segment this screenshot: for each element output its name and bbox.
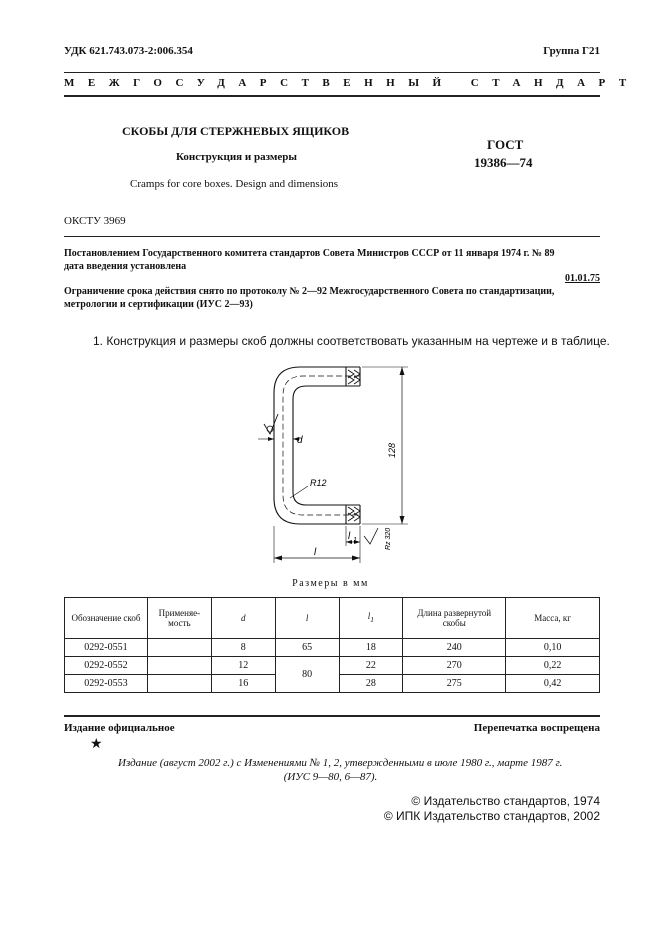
header-rule-bottom	[64, 95, 600, 97]
decree-date: 01.01.75	[565, 273, 600, 284]
cell-d: 8	[211, 639, 275, 657]
doc-title: СКОБЫ ДЛЯ СТЕРЖНЕВЫХ ЯЩИКОВ	[122, 124, 350, 138]
decree-line2: дата введения установлена	[64, 261, 187, 272]
th-applicability: Применяе-мость	[147, 598, 211, 639]
cramp-outer-contour	[274, 367, 360, 524]
standard-type: МЕЖГОСУДАРСТВЕННЫЙ СТАНДАРТ	[64, 77, 640, 89]
cell-designation: 0292-0552	[65, 657, 148, 675]
th-designation: Обозначение скоб	[65, 598, 148, 639]
roughness-symbol-left	[264, 414, 278, 434]
table-caption: Размеры в мм	[292, 578, 369, 589]
cell-applicability	[147, 657, 211, 675]
th-l: l	[275, 598, 339, 639]
footer-rule	[64, 715, 600, 717]
cell-d: 12	[211, 657, 275, 675]
roughness-symbol-right	[364, 528, 378, 544]
reprint-notice: Перепечатка воспрещена	[473, 722, 600, 734]
cell-mass: 0,42	[506, 675, 600, 693]
thread-top	[348, 370, 360, 384]
dim-l-label: l	[314, 547, 317, 558]
cell-applicability	[147, 639, 211, 657]
cell-designation: 0292-0553	[65, 675, 148, 693]
doc-title-en: Cramps for core boxes. Design and dimensions	[130, 178, 339, 190]
th-l1-main: l	[367, 611, 371, 622]
cramp-drawing	[250, 358, 430, 576]
dim-l1-sub-label: 1	[353, 537, 357, 544]
table-row	[65, 639, 600, 657]
official-edition: Издание официальное	[64, 722, 175, 734]
table-row	[65, 657, 600, 675]
th-l1	[339, 598, 403, 639]
cell-applicability	[147, 675, 211, 693]
doc-subtitle: Конструкция и размеры	[176, 151, 297, 163]
cell-designation: 0292-0551	[65, 639, 148, 657]
dim-d-label: d	[297, 435, 303, 446]
copyright-1974: © Издательство стандартов, 1974	[411, 794, 600, 808]
star-icon: ★	[90, 737, 103, 752]
cell-l: 65	[275, 639, 339, 657]
copyright-2002: © ИПК Издательство стандартов, 2002	[383, 809, 600, 823]
dim-l1-label: l	[348, 531, 351, 542]
th-length: Длина развернутой скобы	[403, 598, 506, 639]
edition-line2: (ИУС 9—80, 6—87).	[283, 771, 378, 783]
dim-128-label: 128	[387, 442, 397, 458]
cell-length: 240	[403, 639, 506, 657]
th-mass: Масса, кг	[506, 598, 600, 639]
dim-r12-label: R12	[310, 478, 327, 488]
cell-l1: 18	[339, 639, 403, 657]
decree-rule	[64, 236, 600, 237]
limit-line2: метрологии и сертификации (ИУС 2—93)	[64, 299, 253, 310]
cell-mass: 0,10	[506, 639, 600, 657]
cell-length: 270	[403, 657, 506, 675]
decree-line1: Постановлением Государственного комитета стандартов Совета Министров СССР от 11 января 1974 г. № 89	[64, 248, 555, 259]
cell-l1: 22	[339, 657, 403, 675]
cell-d: 16	[211, 675, 275, 693]
clause-1: 1. Конструкция и размеры скоб должны соответствовать указанным на чертеже и в таблице.	[93, 334, 610, 348]
edition-line1: Издание (август 2002 г.) с Изменениями № 1, 2, утвержденными в июле 1980 г., марте 1987 г.	[118, 757, 563, 769]
th-d: d	[211, 598, 275, 639]
gost-label: ГОСТ	[487, 137, 524, 152]
cell-l1: 28	[339, 675, 403, 693]
limit-line1: Ограничение срока действия снято по протоколу № 2—92 Межгосударственного Совета по стандартизации,	[64, 286, 555, 297]
header-rule-top	[64, 72, 600, 73]
thread-bottom	[348, 507, 360, 521]
udk-code: УДК 621.743.073-2:006.354	[64, 45, 193, 57]
cell-l-merged: 80	[275, 657, 339, 693]
cell-length: 275	[403, 675, 506, 693]
cell-mass: 0,22	[506, 657, 600, 675]
cramp-spec-table	[64, 597, 600, 693]
group-code: Группа Г21	[543, 45, 600, 57]
gost-number: 19386—74	[474, 155, 533, 170]
roughness-label: Rz 320	[385, 527, 392, 550]
cramp-centerline	[283, 376, 360, 515]
table-header-row	[65, 598, 600, 639]
okstu-code: ОКСТУ 3969	[64, 215, 126, 227]
th-l1-sub: 1	[370, 614, 375, 624]
